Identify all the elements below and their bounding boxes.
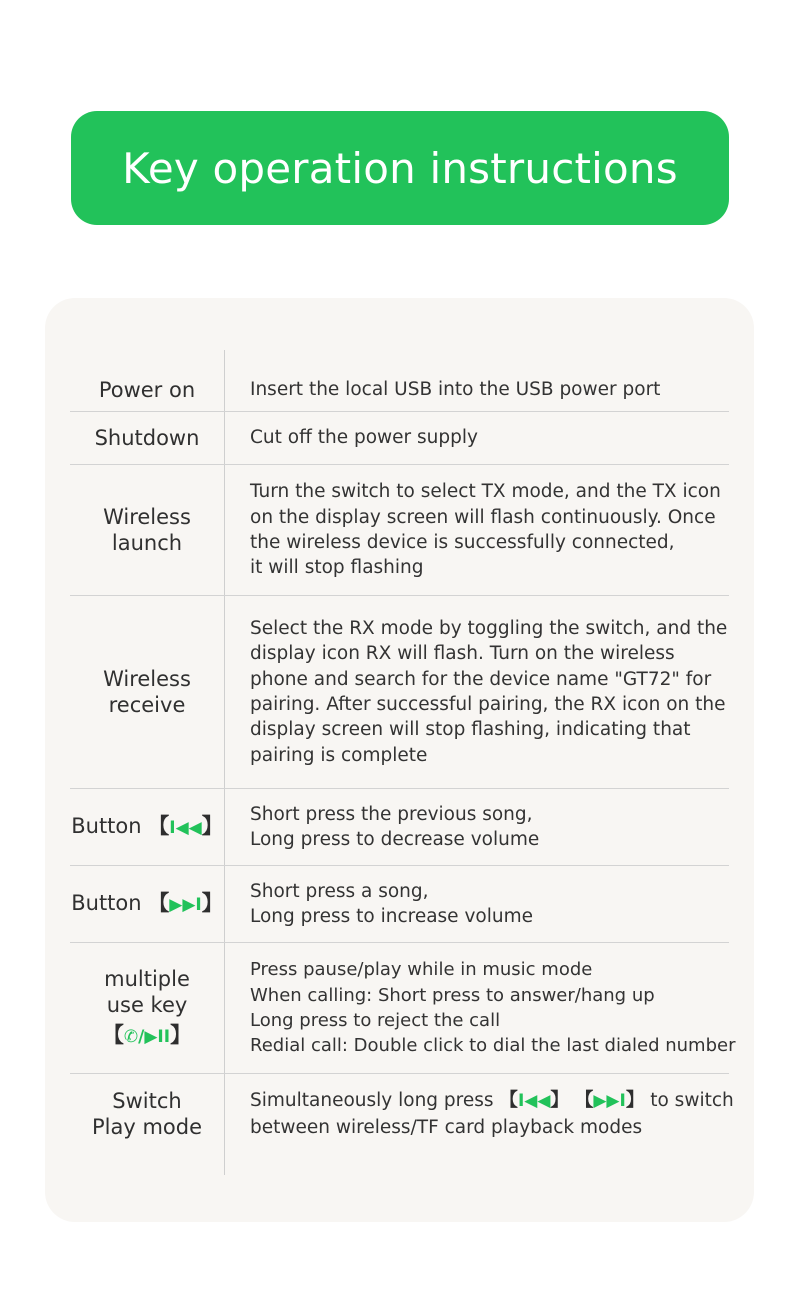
row-label: Shutdown (94, 426, 200, 450)
row-description: Insert the local USB into the USB power port (250, 378, 661, 400)
row-description: Cut off the power supply (250, 427, 478, 449)
instructions-card (45, 298, 754, 1222)
next-track-icon: ▶▶I (169, 895, 202, 915)
page-title: Key operation instructions (122, 143, 678, 193)
row-label: multiple use key 【✆/▶II】 (102, 967, 192, 1047)
row-description: Short press the previous song, Long press to decrease volume (250, 803, 540, 850)
row-label: Wireless receive (103, 667, 191, 717)
row-wireless-receive (70, 596, 729, 789)
row-power-on (70, 350, 729, 412)
previous-track-icon: I◀◀ (169, 818, 202, 838)
row-button-next (70, 866, 729, 943)
row-description: Simultaneously long press 【I◀◀】 【▶▶I】 to switch between wireless/TF card playback modes (250, 1090, 734, 1138)
row-shutdown (70, 412, 729, 465)
row-label: Button 【I◀◀】 (71, 814, 223, 838)
row-description: Select the RX mode by toggling the switch, and the display icon RX will flash. Turn on the wireless phone and search for the device name "GT72" for pairing. After successful pairing, the RX icon on the display screen will stop flashing, indicating that pairing is complete (250, 618, 728, 766)
next-track-icon: ▶▶I (593, 1091, 626, 1112)
row-label: Switch Play mode (91, 1089, 203, 1139)
previous-track-icon: I◀◀ (517, 1091, 551, 1112)
row-description: Turn the switch to select TX mode, and the TX icon on the display screen will flash continuously. Once the wireless device is successfully connected, it will stop flashing (250, 481, 721, 579)
row-wireless-launch (70, 465, 729, 596)
row-label: Button 【▶▶I】 (71, 891, 223, 915)
row-label: Power on (98, 377, 196, 402)
row-multiple-use-key (70, 943, 736, 1074)
row-button-previous (70, 789, 729, 866)
row-description: Short press a song, Long press to increase volume (250, 880, 533, 927)
row-description: Press pause/play while in music mode When calling: Short press to answer/hang up Long press to reject the call Redial call: Double click to dial the last dialed number (250, 959, 736, 1057)
row-label: Wireless launch (103, 505, 191, 555)
title-banner (71, 111, 729, 225)
phone-play-pause-icon: ✆/▶II (123, 1027, 171, 1047)
row-switch-play-mode (70, 1074, 734, 1174)
